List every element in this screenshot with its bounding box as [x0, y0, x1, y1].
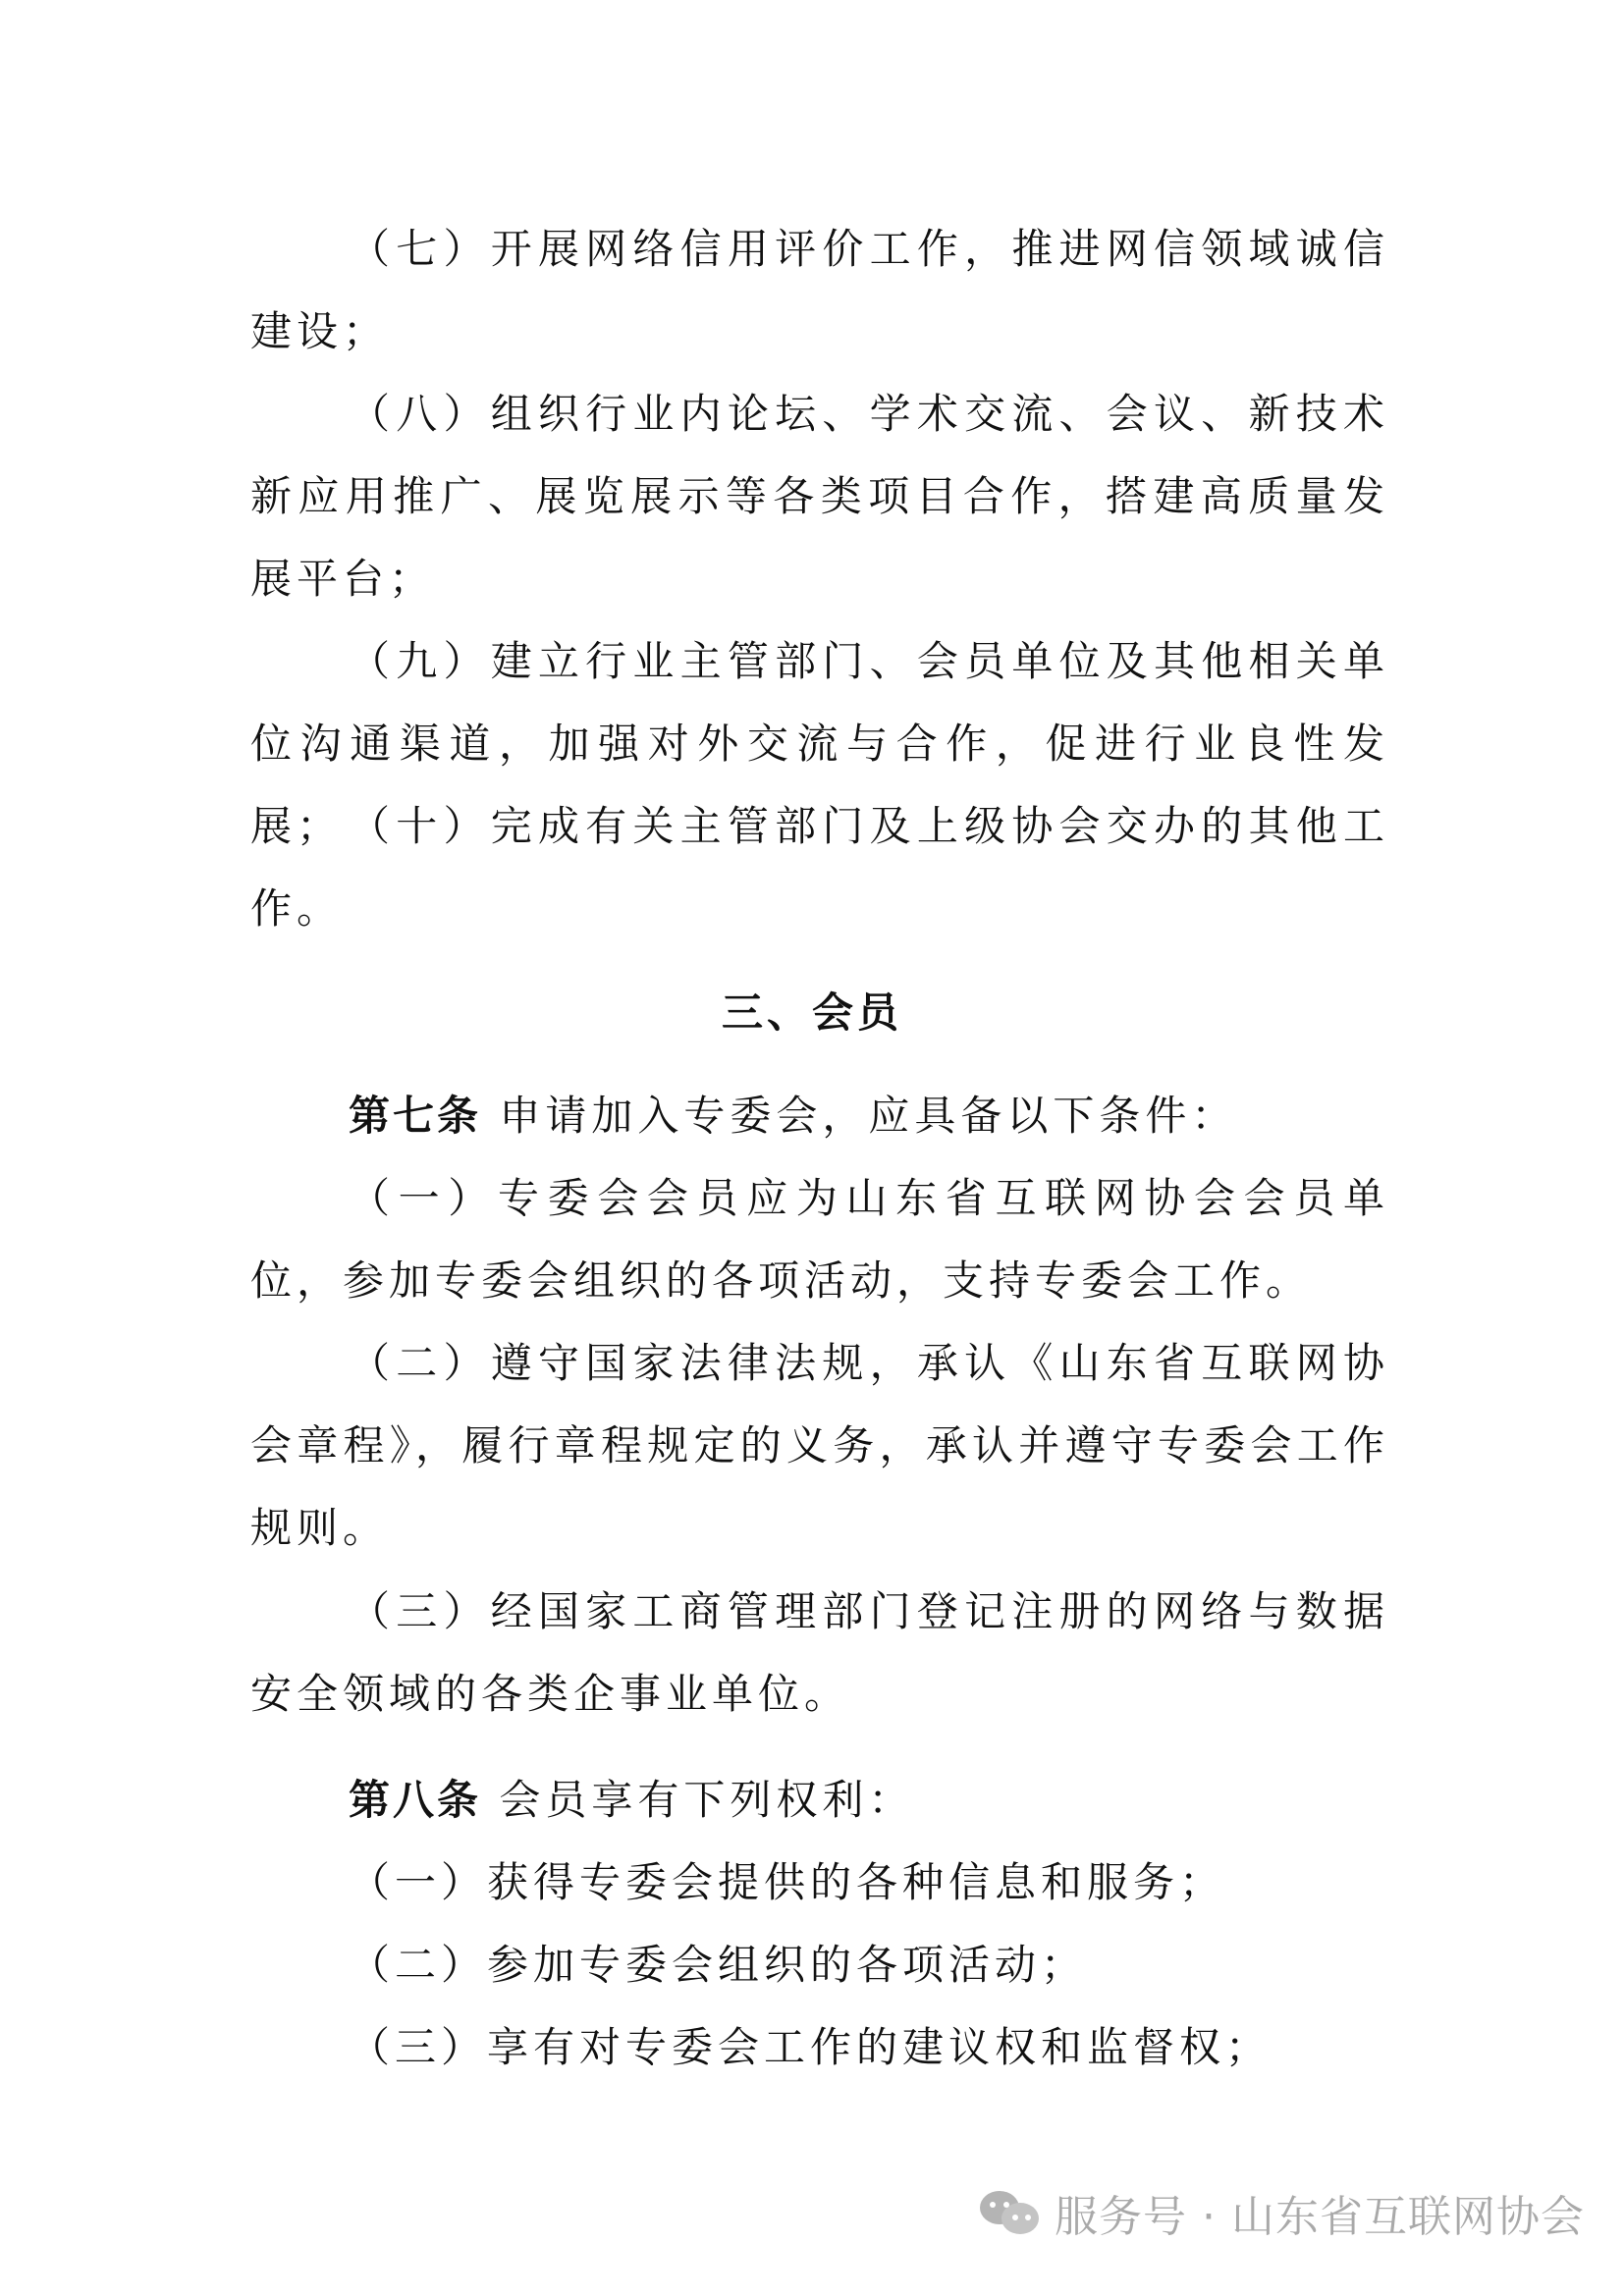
article-eight-item-1: （一）获得专委会提供的各种信息和服务；: [349, 1858, 1226, 1906]
wechat-icon: [980, 2187, 1041, 2238]
paragraph-ten: （十）完成有关主管部门及上级协会交办的其他工作。: [250, 802, 1389, 933]
article-eight-label: 第八条: [349, 1776, 482, 1824]
paragraph-nine: （九）建立行业主管部门、会员单位及其他相关单位沟通渠道，加强对外交流与合作，促进行业良性发展；: [250, 637, 1389, 850]
article-seven-text: 申请加入专委会，应具备以下条件：: [499, 1092, 1238, 1140]
article-eight-item-3: （三）享有对专委会工作的建议权和监督权；: [349, 2023, 1272, 2071]
article-seven-label: 第七条: [349, 1092, 482, 1140]
article-seven-item-2: （二）遵守国家法律法规，承认《山东省互联网协会章程》，履行章程规定的义务，承认并遵守专委会工作规则。: [250, 1339, 1389, 1552]
article-seven-item-3: （三）经国家工商管理部门登记注册的网络与数据安全领域的各类企事业单位。: [250, 1587, 1389, 1718]
article-seven: [250, 1075, 1389, 1157]
article-seven-item-1: （一）专委会会员应为山东省互联网协会会员单位，参加专委会组织的各项活动，支持专委会工作。: [250, 1174, 1389, 1305]
paragraph-eight: （八）组织行业内论坛、学术交流、会议、新技术新应用推广、展览展示等各类项目合作，搭建高质量发展平台；: [250, 390, 1389, 603]
watermark-text: 服务号 · 山东省互联网协会: [1055, 2192, 1585, 2242]
section-heading: 三、会员: [721, 988, 902, 1037]
paragraph-seven: （七）开展网络信用评价工作，推进网信领域诚信建设；: [250, 225, 1389, 355]
watermark: [980, 2181, 1585, 2244]
article-eight-item-2: （二）参加专委会组织的各项活动；: [349, 1941, 1088, 1989]
article-eight-text: 会员享有下列权利：: [499, 1776, 915, 1824]
article-eight: [250, 1759, 1389, 1842]
